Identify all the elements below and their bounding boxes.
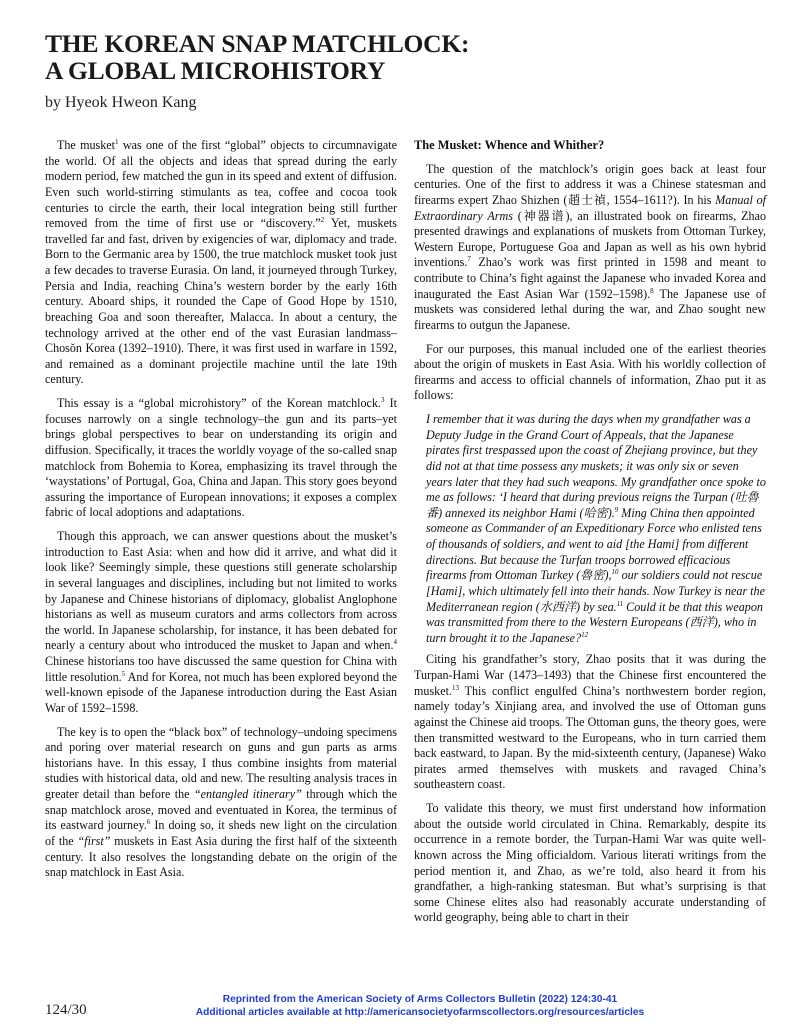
footnote-ref[interactable]: 4 [393,638,397,647]
footnote-ref[interactable]: 13 [451,683,459,692]
footnote-ref[interactable]: 6 [146,818,151,827]
footnote-ref[interactable]: 11 [616,599,624,608]
section-heading: The Musket: Whence and Whither? [414,138,605,152]
paragraph-origin-question: The question of the matchlock’s origin goes back at least four centuries. One of the first to address it was a Chinese statesman and firearms expert Zhao Shizhen (趙士禎, 1554–1611?). In his Manual of Extraordinary Arms (神器谱), an illustrated book on firearms, Zhao presented drawings and explanations of muskets from Ottoman Turkey, Western Europe, Portuguese Goa and Japan as well as his own hybrid inventions.$^7$ Zhao’s work was first printed in 1598 and meant to contribute to China’s fight against the Japanese who invaded Korea and inaugurated the East Asian War (1592–1598).$^8$ The Japanese use of muskets was considered lethal during the war, and Zhao sought new firearms to outgun the Japanese. [414,161,766,332]
page-number: 124/30 [45,1002,87,1018]
paragraph-intro: The musket$^1$ was one of the first “global” objects to circumnavigate the world. Of all the objects and ideas that spread during the early modern period, few matched the gun in its speed and extent of diffusion. Even such world-stirring stimulants as tea, coffee and cocoa took centuries to circle the earth, their local integration being still further removed from the time of first use or “discovery.”$^2$ Yet, muskets travelled far and fast, driven by exigencies of war, diplomacy and trade. Born to the Germanic area by 1500, the true matchlock musket took just a few decades to traverse Eurasia. On land, it journeyed through Turkey, Persia and India, reaching China’s western border by the early 16th century. Aboard ships, it rounded the Cape of Good Hope by 1510, breaching Goa and soon thereafter, Malacca. In about a century, the technology arrived at the other end of the vast Eurasian landmass–Chosŏn Korea (1392–1910). There, it was first used in warfare in 1592, and remained as a dominant projectile machine until the late 19th century. [45,138,397,387]
left-column [45,138,397,889]
footnote-ref[interactable]: 2 [320,216,325,225]
paragraph-black-box: The key is to open the “black box” of technology–undoing specimens and poring over material research on guns and gun parts as arms historians have. In this essay, I thus combine insights from material studies with historical data, old and new. The resulting analysis traces in greater detail than before the “entangled itinerary” through which the snap matchlock arose, moved and eventuated in Korea, the terminus of its eastward journey.$^6$ In doing so, it sheds new light on the circulation of the “first” muskets in East Asia during the first half of the sixteenth century. It also resolves the longstanding debate on the origin of the snap matchlock in East Asia. [45,724,397,880]
footnote-ref[interactable]: 8 [650,286,654,295]
footnote-ref[interactable]: 12 [581,630,589,639]
paragraph-approach: Though this approach, we can answer questions about the musket’s introduction to East Asia: when and how did it arrive, and what did it look like? Seemingly simple, these questions still generate scholarship in several languages and disciplines, including but not limited to works by Japanese and Chinese historians of diplomacy, globalist Anglophone historians as well as museum curators and arms collectors from across the world. In Japanese scholarship, for instance, it has been debated for nearly a century about who introduced the musket to Japan and when.$^4$ Chinese historians too have discussed the same question for China with little resolution.$^5$ And for Korea, not much has been explored beyond the well-known episode of the Japanese introduction during the East Asian War of 1592–1598. [45,529,397,715]
paragraph-manual-theory: For our purposes, this manual included one of the earliest theories about the origin of muskets in East Asia. With his worldly collection of firearms and access to official channels of information, Zhao put it as follows: [414,341,766,403]
footnote-ref[interactable]: 10 [611,568,619,577]
reprint-notice: Reprinted from the American Society of Arms Collectors Bulletin (2022) 124:30-41 [222,994,618,1005]
footnote-ref[interactable]: 1 [115,138,119,146]
article-title [45,30,469,84]
reprint-footer [140,993,700,1019]
paragraph-microhistory: This essay is a “global microhistory” of the Korean matchlock.$^3$ It focuses narrowly on a single technology–the gun and its parts–yet brings global perspectives to bear on understanding its origin and diffusion. Specifically, it traces the worldly voyage of the so-called snap matchlock from Bohemia to Korea, emphasizing its travel through the ‘waystations’ of Portugal, Goa, China and Japan. This story goes beyond assuring the importance of European innovations; it exposes a complex fabric of local adoptions and adaptations. [45,396,397,520]
block-quote-zhao: I remember that it was during the days when my grandfather was a Deputy Judge in the Grand Court of Appeals, that the Japanese pirates first trespassed upon the coast of Zhejiang province, but they did not at that time possess any muskets; it was only six or seven years later that they had such weapons. My grandfather once spoke to me as follows: ‘I heard that during previous reigns the Turpan (吐魯番) annexed its neighbor Hami (哈密).$^9$ Ming China then appointed someone as Commander of an Expeditionary Force who enlisted tens of thousands of soldiers, and went to aid [the Hami] from different directions. But because the Turfan troops borrowed efficacious firearms from Ottoman Turkey (魯密),$^{10}$ our soldiers could not rescue [Hami], which ultimately fell into their hands. Now Turkey is near the Mediterranean region (水西洋) by sea.$^{11}$ Could it be that this weapon was transmitted from there to the Western Europeans (西洋), who in turn brought it to the Japanese?$^{12}$ [426,412,766,645]
paragraph-validate-theory: To validate this theory, we must first understand how information about the outside world circulated in China. Remarkably, despite its occurrence in a remote border, the Turpan-Hami War was quite well-known across the Ming officialdom. Various literati writings from the period mention it, and Zhao, as we’re told, also heard it from his grandfather, a high-ranking statesman. But what’s surprising is that some Chinese elites also had reasonably accurate understanding of world geography, being able to chart in their [414,801,766,925]
title-line-2: A GLOBAL MICROHISTORY [45,56,386,85]
title-line-1: THE KOREAN SNAP MATCHLOCK: [45,29,470,58]
author-byline: by Hyeok Hweon Kang [45,94,197,111]
right-column [414,138,766,934]
paragraph-turpan-hami: Citing his grandfather’s story, Zhao posits that it was during the Turpan-Hami War (1473–1493) that the Chinese first encountered the musket.$^{13}$ This conflict engulfed China’s northwestern border region, namely today’s Xinjiang area, and involved the use of Ottoman guns against the Chinese aid troops. The Ottoman guns, the theory goes, were then transmitted westward to the Europeans, who in turn carried them back eastward, to Japan. By the mid-sixteenth century, (Japanese) Wako pirates armed themselves with muskets and ravaged China’s southeastern coast. [414,652,766,792]
footnote-ref[interactable]: 3 [380,396,385,404]
footnote-ref[interactable]: 9 [614,505,619,514]
articles-link[interactable]: Additional articles available at http://americansocietyofarmscollectors.org/resources/articles [195,1007,645,1018]
footnote-ref[interactable]: 7 [467,255,471,264]
footnote-ref[interactable]: 5 [121,669,126,678]
